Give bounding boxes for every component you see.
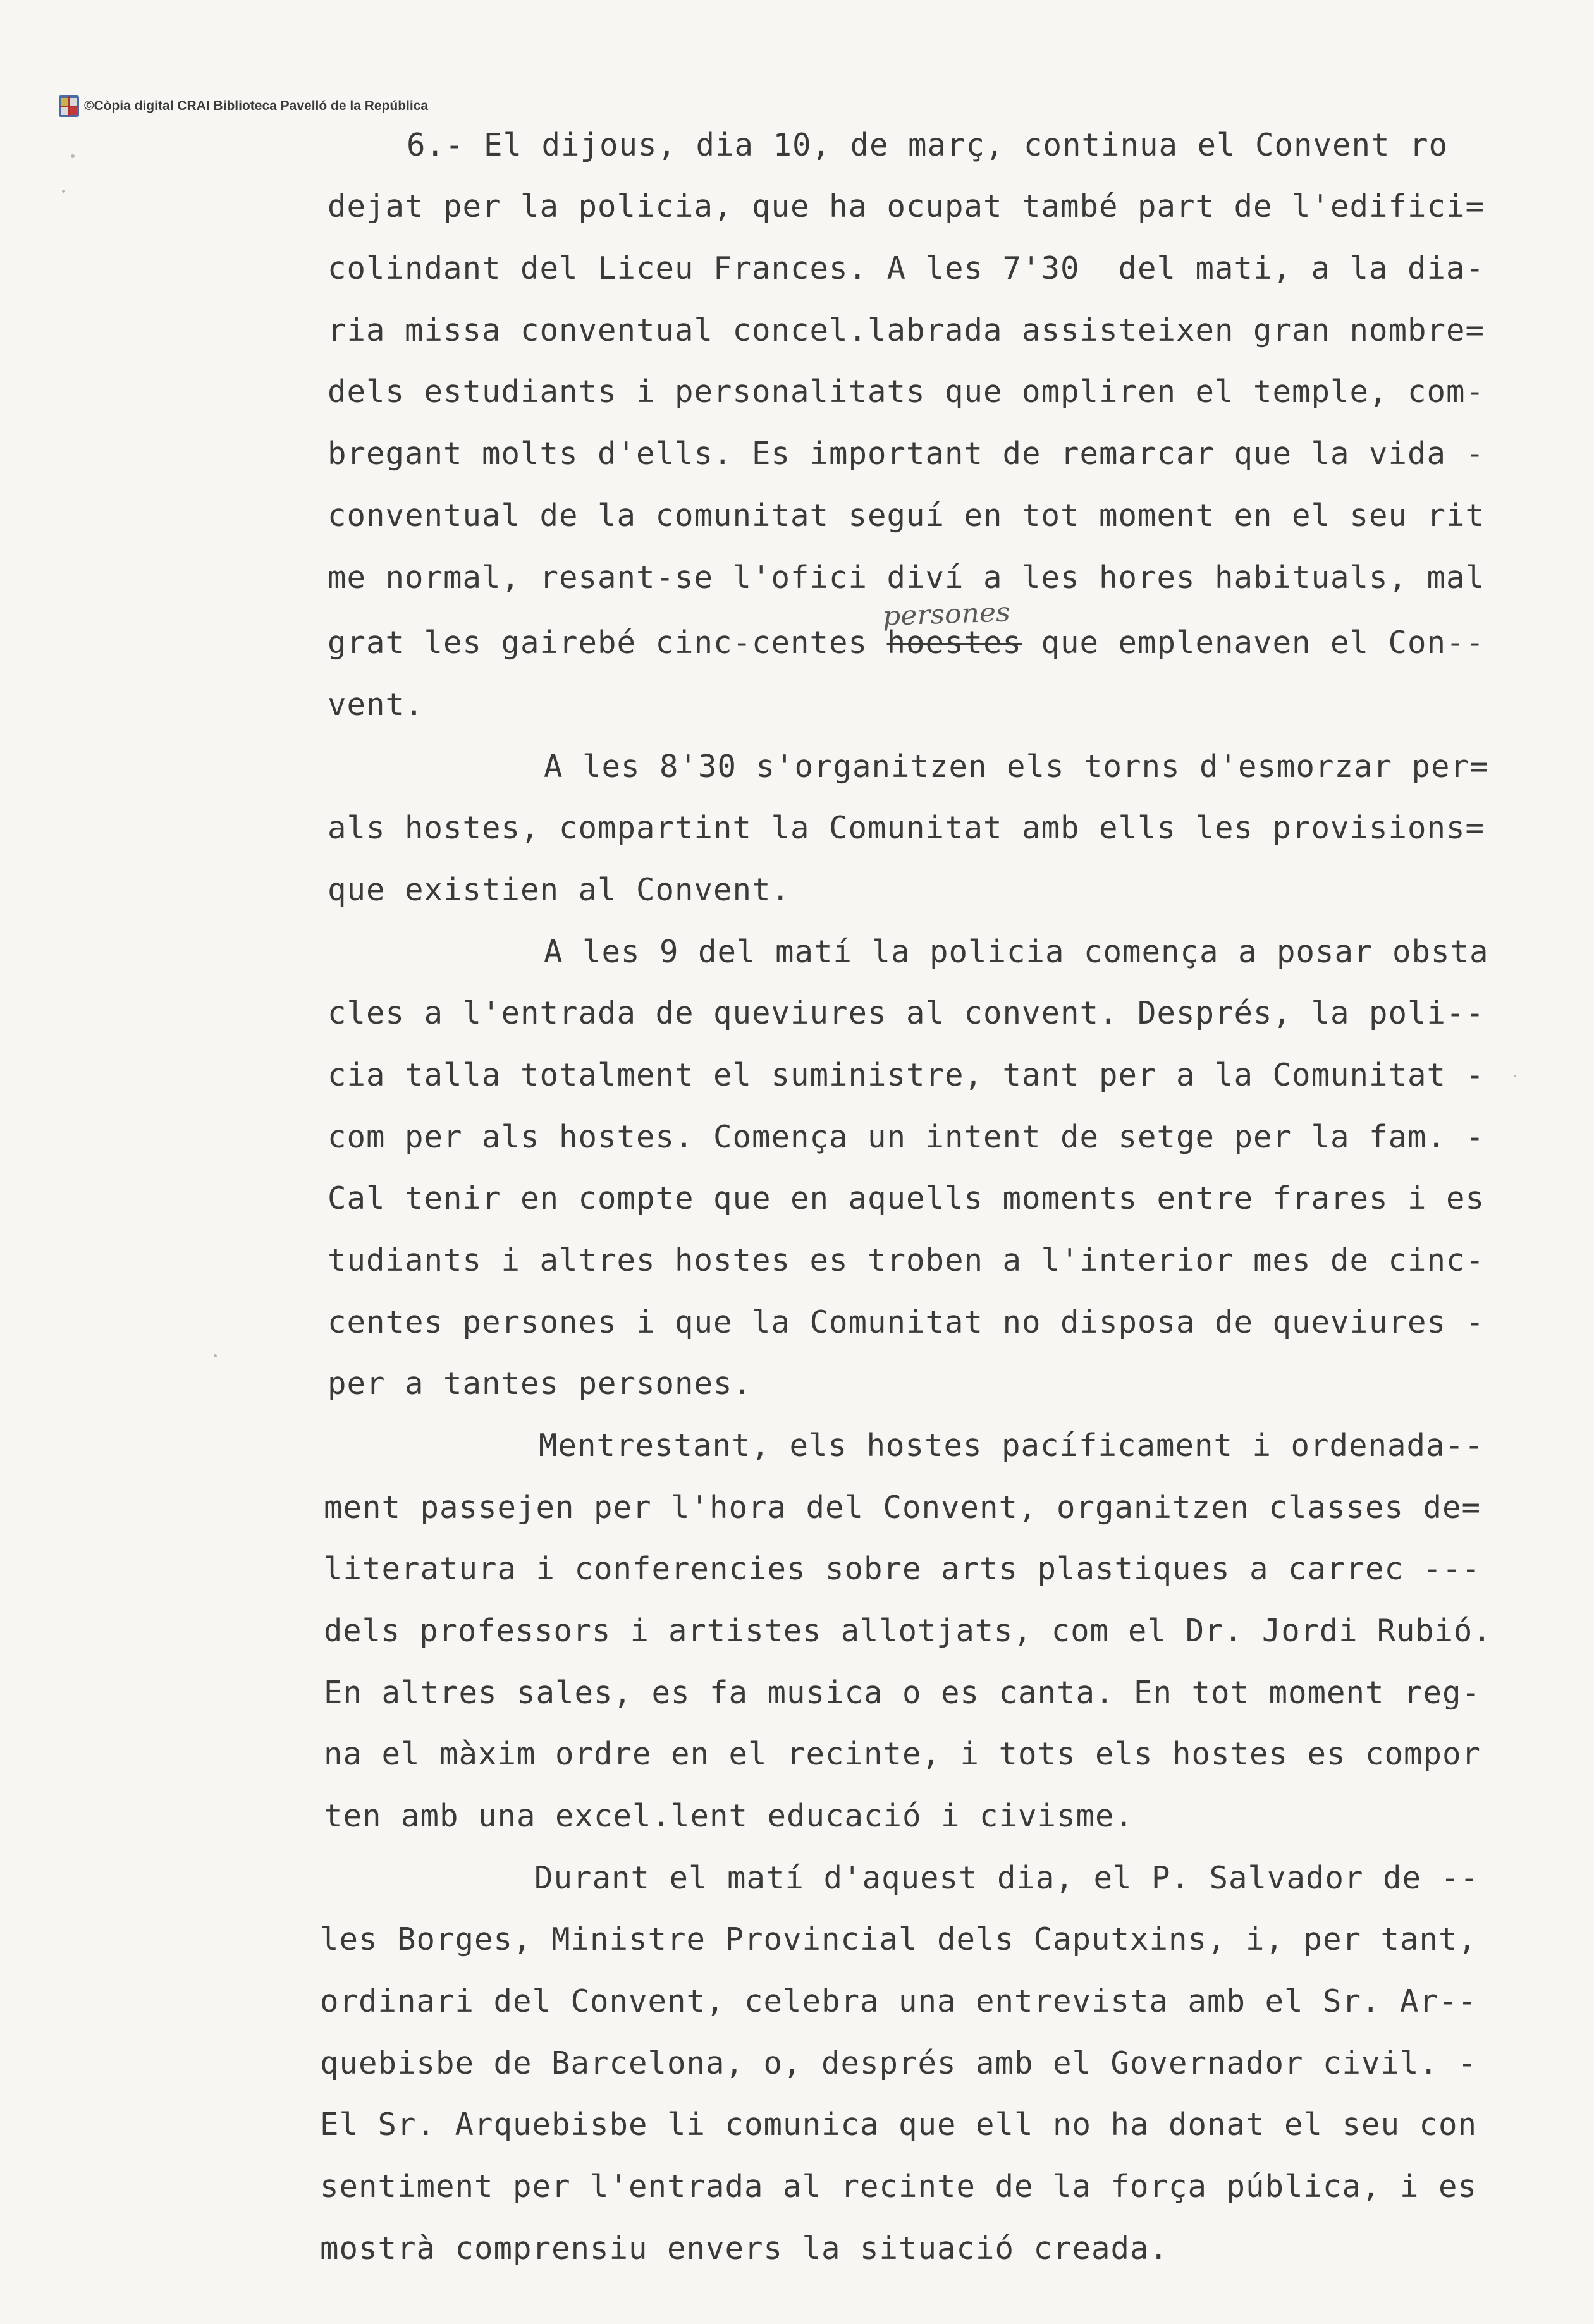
text-line: cia talla totalment el suministre, tant per a la Comunitat - [328, 1057, 1485, 1093]
text-line: per a tantes persones. [328, 1366, 752, 1402]
text-line: colindant del Liceu Frances. A les 7'30 del mati, a la dia- [328, 250, 1485, 286]
text-line: dejat per la policia, que ha ocupat també part de l'edifici= [328, 188, 1485, 224]
text-line: El Sr. Arquebisbe li comunica que ell no ha donat el seu con [320, 2107, 1478, 2143]
text-line: com per als hostes. Comença un intent de setge per la fam. - [328, 1119, 1485, 1155]
text-line: Mentrestant, els hostes pacíficament i ordenada-- [539, 1428, 1484, 1464]
text-line: A les 9 del matí la policia comença a posar obsta [544, 934, 1489, 970]
paper-speck [1514, 1075, 1516, 1077]
text-line: vent. [328, 687, 424, 723]
text-line: Durant el matí d'aquest dia, el P. Salvador de -- [534, 1860, 1480, 1896]
text-line: bregant molts d'ells. Es important de remarcar que la vida - [328, 436, 1485, 472]
paper-speck [214, 1354, 217, 1357]
text-line: que existien al Convent. [328, 872, 791, 908]
text-line: als hostes, compartint la Comunitat amb ells les provisions= [328, 810, 1485, 846]
text-line: tudiants i altres hostes es troben a l'interior mes de cinc- [328, 1242, 1485, 1278]
text-line: mostrà comprensiu envers la situació creada. [320, 2230, 1169, 2266]
paper-speck [71, 154, 75, 158]
text-line: ria missa conventual concel.labrada assisteixen gran nombre= [328, 312, 1485, 348]
text-line: ordinari del Convent, celebra una entrevista amb el Sr. Ar-- [320, 1983, 1478, 2019]
text-line: quebisbe de Barcelona, o, després amb el Governador civil. - [320, 2045, 1478, 2081]
text-line: Cal tenir en compte que en aquells moments entre frares i es [328, 1180, 1485, 1216]
text-line: literatura i conferencies sobre arts plastiques a carrec --- [324, 1551, 1481, 1587]
stamp-text: ©Còpia digital CRAI Biblioteca Pavelló de la República [84, 99, 429, 113]
text-line: me normal, resant-se l'ofici diví a les hores habituals, mal [328, 560, 1485, 596]
text-line: cles a l'entrada de queviures al convent. Després, la poli-- [328, 995, 1485, 1031]
text-line: A les 8'30 s'organitzen els torns d'esmorzar per= [544, 749, 1489, 785]
text-line: dels estudiants i personalitats que ompliren el temple, com- [328, 374, 1485, 410]
handwritten-insertion: persones [882, 596, 1011, 632]
struck-word: hoestes [886, 625, 1022, 661]
text-line: ment passejen per l'hora del Convent, organitzen classes de= [324, 1489, 1481, 1526]
text-line: dels professors i artistes allotjats, com el Dr. Jordi Rubió. [324, 1613, 1492, 1649]
text-line: En altres sales, es fa musica o es canta. En tot moment reg- [324, 1675, 1481, 1711]
text-line: ten amb una excel.lent educació i civisme. [324, 1798, 1134, 1834]
text-line: sentiment per l'entrada al recinte de la força pública, i es [320, 2168, 1478, 2205]
text-line: les Borges, Ministre Provincial dels Caputxins, i, per tant, [320, 1921, 1478, 1957]
text-line: 6.- El dijous, dia 10, de març, continua el Convent ro [407, 127, 1449, 163]
text-line: grat les gairebé cinc-centes hoestes que emplenaven el Con-- [328, 625, 1485, 661]
text-line: na el màxim ordre en el recinte, i tots els hostes es compor [324, 1736, 1481, 1772]
paper-speck [62, 190, 65, 193]
text-line: centes persones i que la Comunitat no disposa de queviures - [328, 1304, 1485, 1340]
text-line: conventual de la comunitat seguí en tot moment en el seu rit [328, 498, 1485, 534]
